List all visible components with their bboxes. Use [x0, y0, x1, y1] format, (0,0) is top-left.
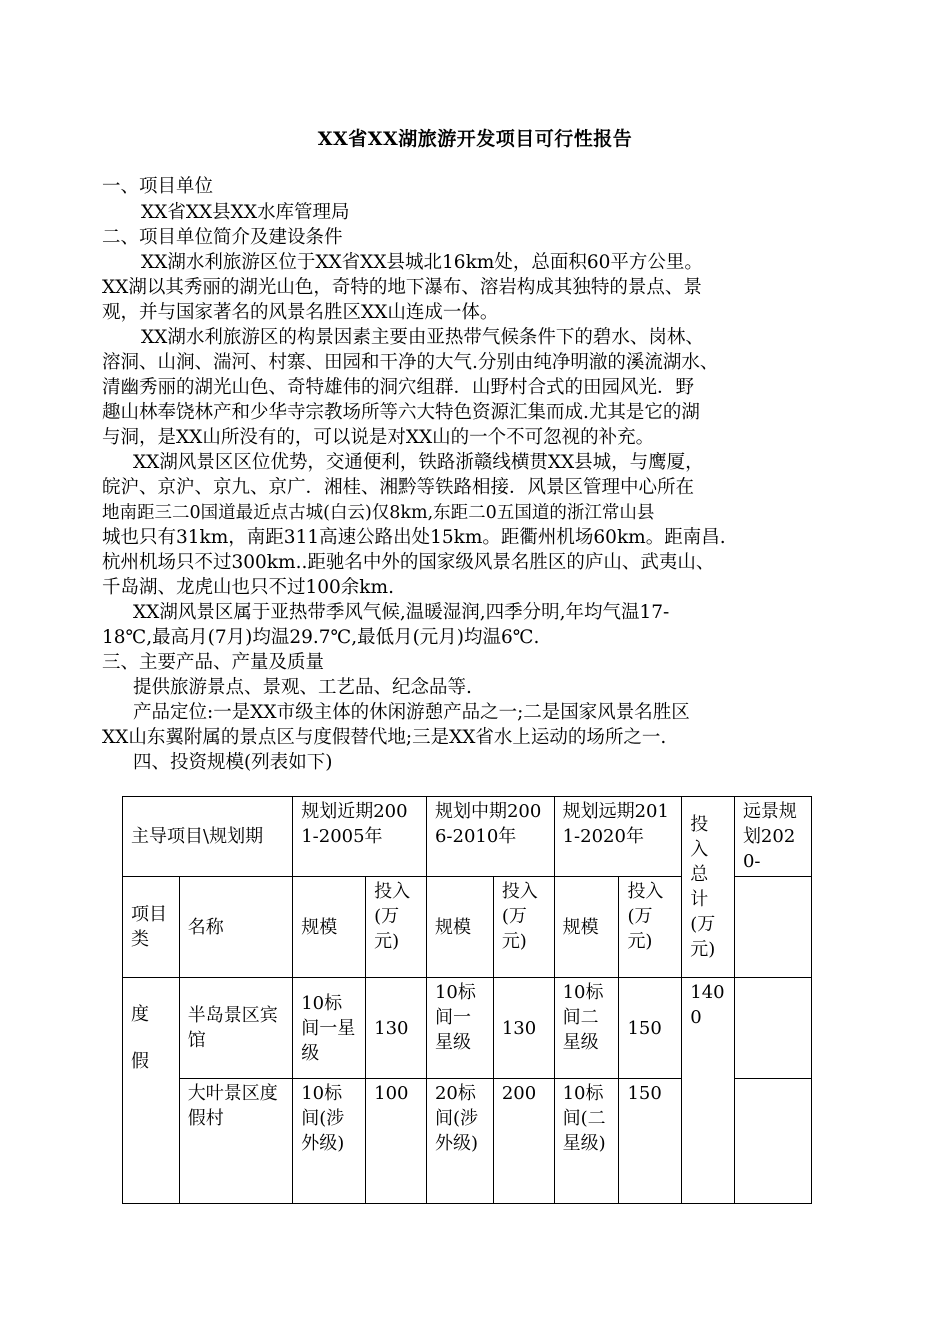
header-vision-plan: 远景规划2020-: [734, 797, 811, 877]
table-row: [123, 978, 812, 1079]
section2-p3-line: 城也只有31km，南距311高速公路出处15km。距衢州机场60km。距南昌.: [102, 527, 726, 548]
category-text: 度: [131, 1004, 149, 1025]
mid-scale: 10标间一星级: [426, 978, 493, 1079]
section2-p2-line: 清幽秀丽的湖光山色、奇特雄伟的洞穴组群．山野村合式的田园风光．野: [102, 377, 695, 398]
section2-p4-line: 18℃,最高月(7月)均温29.7℃,最低月(元月)均温6℃.: [102, 627, 540, 648]
section2-p3-line: XX湖风景区区位优势，交通便利，铁路浙赣线横贯XX县城，与鹰厦，: [133, 452, 704, 473]
section2-p3-line: 地南距三二0国道最近点古城(白云)仅8km,东距二0五国道的浙江常山县: [102, 503, 655, 523]
section2-p3-line: 千岛湖、龙虎山也只不过100余km.: [102, 577, 394, 598]
near-scale: 10标间一星级: [293, 978, 366, 1079]
subheader-investment: 投入(万元): [493, 877, 554, 978]
far-investment: 150: [619, 1079, 682, 1204]
far-scale: 10标间(二星级): [554, 1079, 619, 1204]
vision-empty-cell: [734, 877, 811, 978]
section2-p1-line: XX湖水利旅游区位于XX省XX县城北16km处，总面积60平方公里。: [141, 252, 703, 273]
vision-empty-cell: [734, 1079, 811, 1204]
header-total-investment: 投入总计(万元): [682, 797, 735, 978]
subheader-name: 名称: [179, 877, 292, 978]
subheader-scale: 规模: [554, 877, 619, 978]
subheader-investment: 投入(万元): [366, 877, 427, 978]
mid-investment: 130: [493, 978, 554, 1079]
category-cell: [123, 978, 180, 1204]
category-text: 假: [131, 1051, 149, 1072]
header-long-term: 规划远期2011-2020年: [554, 797, 682, 877]
section4-heading: 四、投资规模(列表如下): [133, 752, 333, 773]
header-main-project: 主导项目\规划期: [123, 797, 293, 877]
document-title: XX省XX湖旅游开发项目可行性报告: [317, 128, 633, 150]
header-near-term: 规划近期2001-2005年: [293, 797, 427, 877]
section1-body: XX省XX县XX水库管理局: [141, 202, 350, 223]
section2-p1-line: XX湖以其秀丽的湖光山色，奇特的地下瀑布、溶岩构成其独特的景点、景: [102, 277, 702, 298]
section2-p2-line: 趣山林奉饶林产和少华寺宗教场所等六大特色资源汇集而成.尤其是它的湖: [102, 402, 700, 423]
subheader-scale: 规模: [293, 877, 366, 978]
investment-table: [122, 796, 812, 1204]
far-investment: 150: [619, 978, 682, 1079]
section2-heading: 二、项目单位简介及建设条件: [102, 227, 343, 248]
near-scale: 10标间(涉外级): [293, 1079, 366, 1204]
section2-p2-line: 与洞，是XX山所没有的，可以说是对XX山的一个不可忽视的补充。: [102, 427, 655, 448]
header-mid-term: 规划中期2006-2010年: [426, 797, 554, 877]
section2-p4-line: XX湖风景区属于亚热带季风气候,温暖湿润,四季分明,年均气温17-: [133, 602, 670, 623]
mid-investment: 200: [493, 1079, 554, 1204]
section2-p1-line: 观，并与国家著名的风景名胜区XX山连成一体。: [102, 302, 499, 323]
total-investment-value: 1400: [682, 978, 735, 1204]
section3-p2-line: 产品定位:一是XX市级主体的休闲游憩产品之一;二是国家风景名胜区: [133, 702, 690, 723]
subheader-category: 项目类: [123, 877, 180, 978]
row-name: 半岛景区宾馆: [179, 978, 292, 1079]
far-scale: 10标间二星级: [554, 978, 619, 1079]
section2-p3-line: 杭州机场只不过300km..距驰名中外的国家级风景名胜区的庐山、武夷山、: [102, 552, 715, 573]
row-name: 大叶景区度假村: [179, 1079, 292, 1204]
section3-heading: 三、主要产品、产量及质量: [102, 652, 325, 673]
subheader-investment: 投入(万元): [619, 877, 682, 978]
section3-p1: 提供旅游景点、景观、工艺品、纪念品等.: [133, 677, 472, 698]
near-investment: 130: [366, 978, 427, 1079]
section2-p2-line: 溶洞、山涧、湍河、村寨、田园和干净的大气.分别由纯净明澈的溪流湖水、: [102, 352, 719, 373]
near-investment: 100: [366, 1079, 427, 1204]
section2-p3-line: 皖沪、京沪、京九、京广．湘桂、湘黔等铁路相接．风景区管理中心所在: [102, 477, 695, 498]
section1-heading: 一、项目单位: [102, 176, 214, 197]
section3-p2-line: XX山东翼附属的景点区与度假替代地;三是XX省水上运动的场所之一.: [102, 727, 667, 748]
section2-p2-line: XX湖水利旅游区的构景因素主要由亚热带气候条件下的碧水、岗林、: [141, 327, 704, 348]
vision-empty-cell: [734, 978, 811, 1079]
mid-scale: 20标间(涉外级): [426, 1079, 493, 1204]
subheader-scale: 规模: [426, 877, 493, 978]
